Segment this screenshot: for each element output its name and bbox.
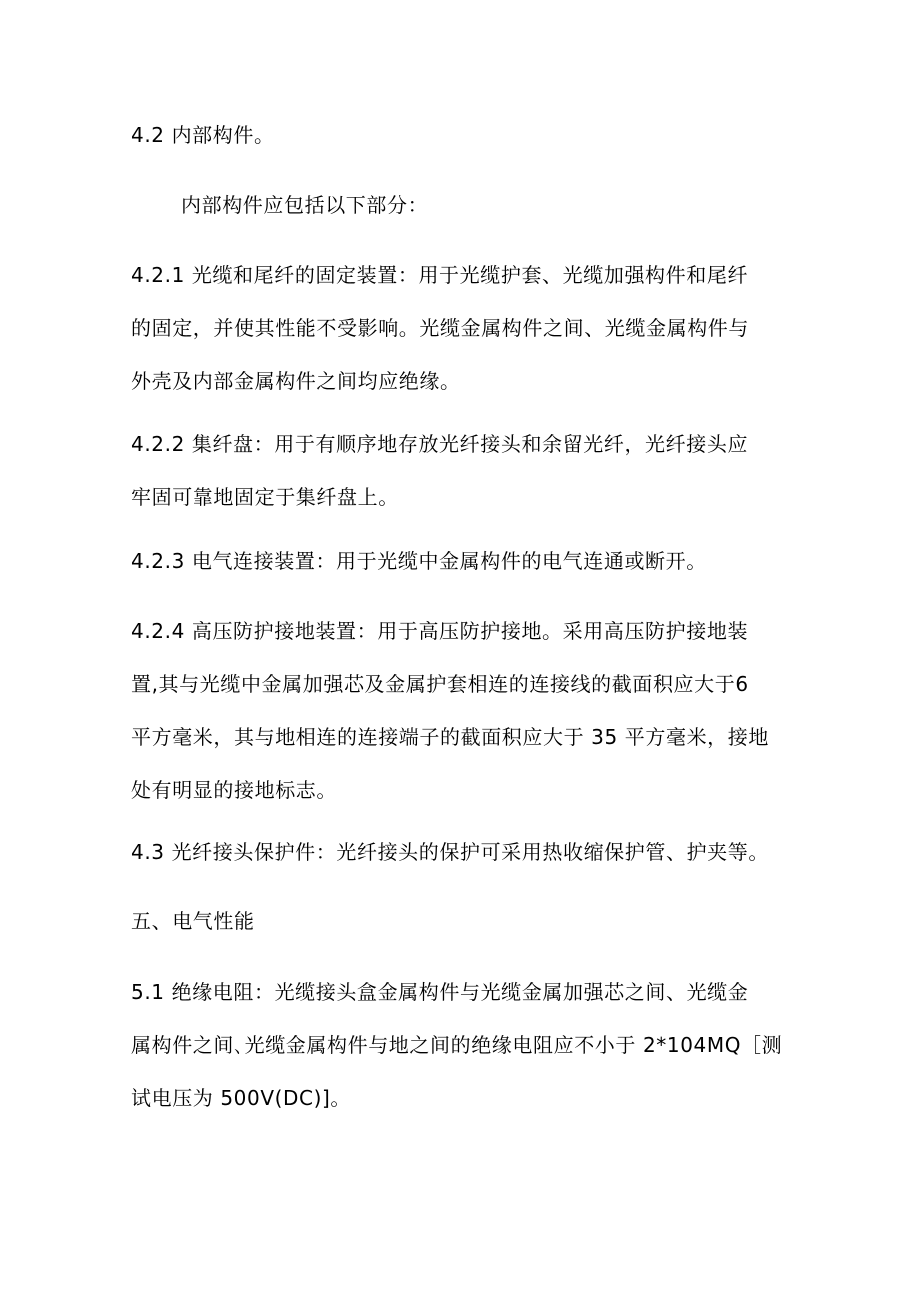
- section-5-heading-text: 五、电气性能: [131, 909, 255, 933]
- paragraph-line: 置,其与光缆中金属加强芯及金属护套相连的连接线的截面积应大于6: [131, 672, 749, 696]
- section-5-heading: [131, 895, 801, 948]
- heading-4-2: [131, 109, 801, 162]
- paragraph-line: 4.3 光纤接头保护件：光纤接头的保护可采用热收缩保护管、护夹等。: [131, 840, 769, 864]
- paragraph-line: 属构件之间､光缆金属构件与地之间的绝缘电阻应不小于 2*104MQ［测: [131, 1033, 783, 1057]
- paragraph-line: 4.2.1 光缆和尾纤的固定装置：用于光缆护套、光缆加强构件和尾纤: [131, 263, 749, 287]
- paragraph-line: 4.2.3 电气连接装置：用于光缆中金属构件的电气连通或断开。: [131, 549, 707, 573]
- paragraph-line: 平方毫米，其与地相连的连接端子的截面积应大于 35 平方毫米，接地: [131, 725, 769, 749]
- paragraph-4-2-2: [131, 418, 801, 524]
- paragraph-line: 4.2.2 集纤盘：用于有顺序地存放光纤接头和余留光纤，光纤接头应: [131, 432, 749, 456]
- paragraph-line: 外壳及内部金属构件之间均应绝缘。: [131, 369, 461, 393]
- paragraph-4-3: [131, 826, 801, 879]
- paragraph-line: 5.1 绝缘电阻：光缆接头盒金属构件与光缆金属加强芯之间、光缆金: [131, 980, 749, 1004]
- paragraph-4-2-1: [131, 249, 801, 408]
- paragraph-4-2-4: [131, 605, 801, 817]
- paragraph-5-1: [131, 966, 801, 1125]
- paragraph-4-2-3: [131, 535, 801, 588]
- paragraph-line: 4.2.4 高压防护接地装置：用于高压防护接地。采用高压防护接地装: [131, 619, 749, 643]
- paragraph-line: 处有明显的接地标志。: [131, 778, 337, 802]
- heading-4-2-text: 4.2 内部构件。: [131, 123, 275, 147]
- intro-4-2-text: 内部构件应包括以下部分：: [181, 193, 429, 217]
- paragraph-line: 的固定，并使其性能不受影响。光缆金属构件之间、光缆金属构件与: [131, 316, 749, 340]
- intro-4-2: [131, 179, 851, 232]
- paragraph-line: 试电压为 500V(DC)]。: [131, 1086, 351, 1110]
- paragraph-line: 牢固可靠地固定于集纤盘上。: [131, 485, 399, 509]
